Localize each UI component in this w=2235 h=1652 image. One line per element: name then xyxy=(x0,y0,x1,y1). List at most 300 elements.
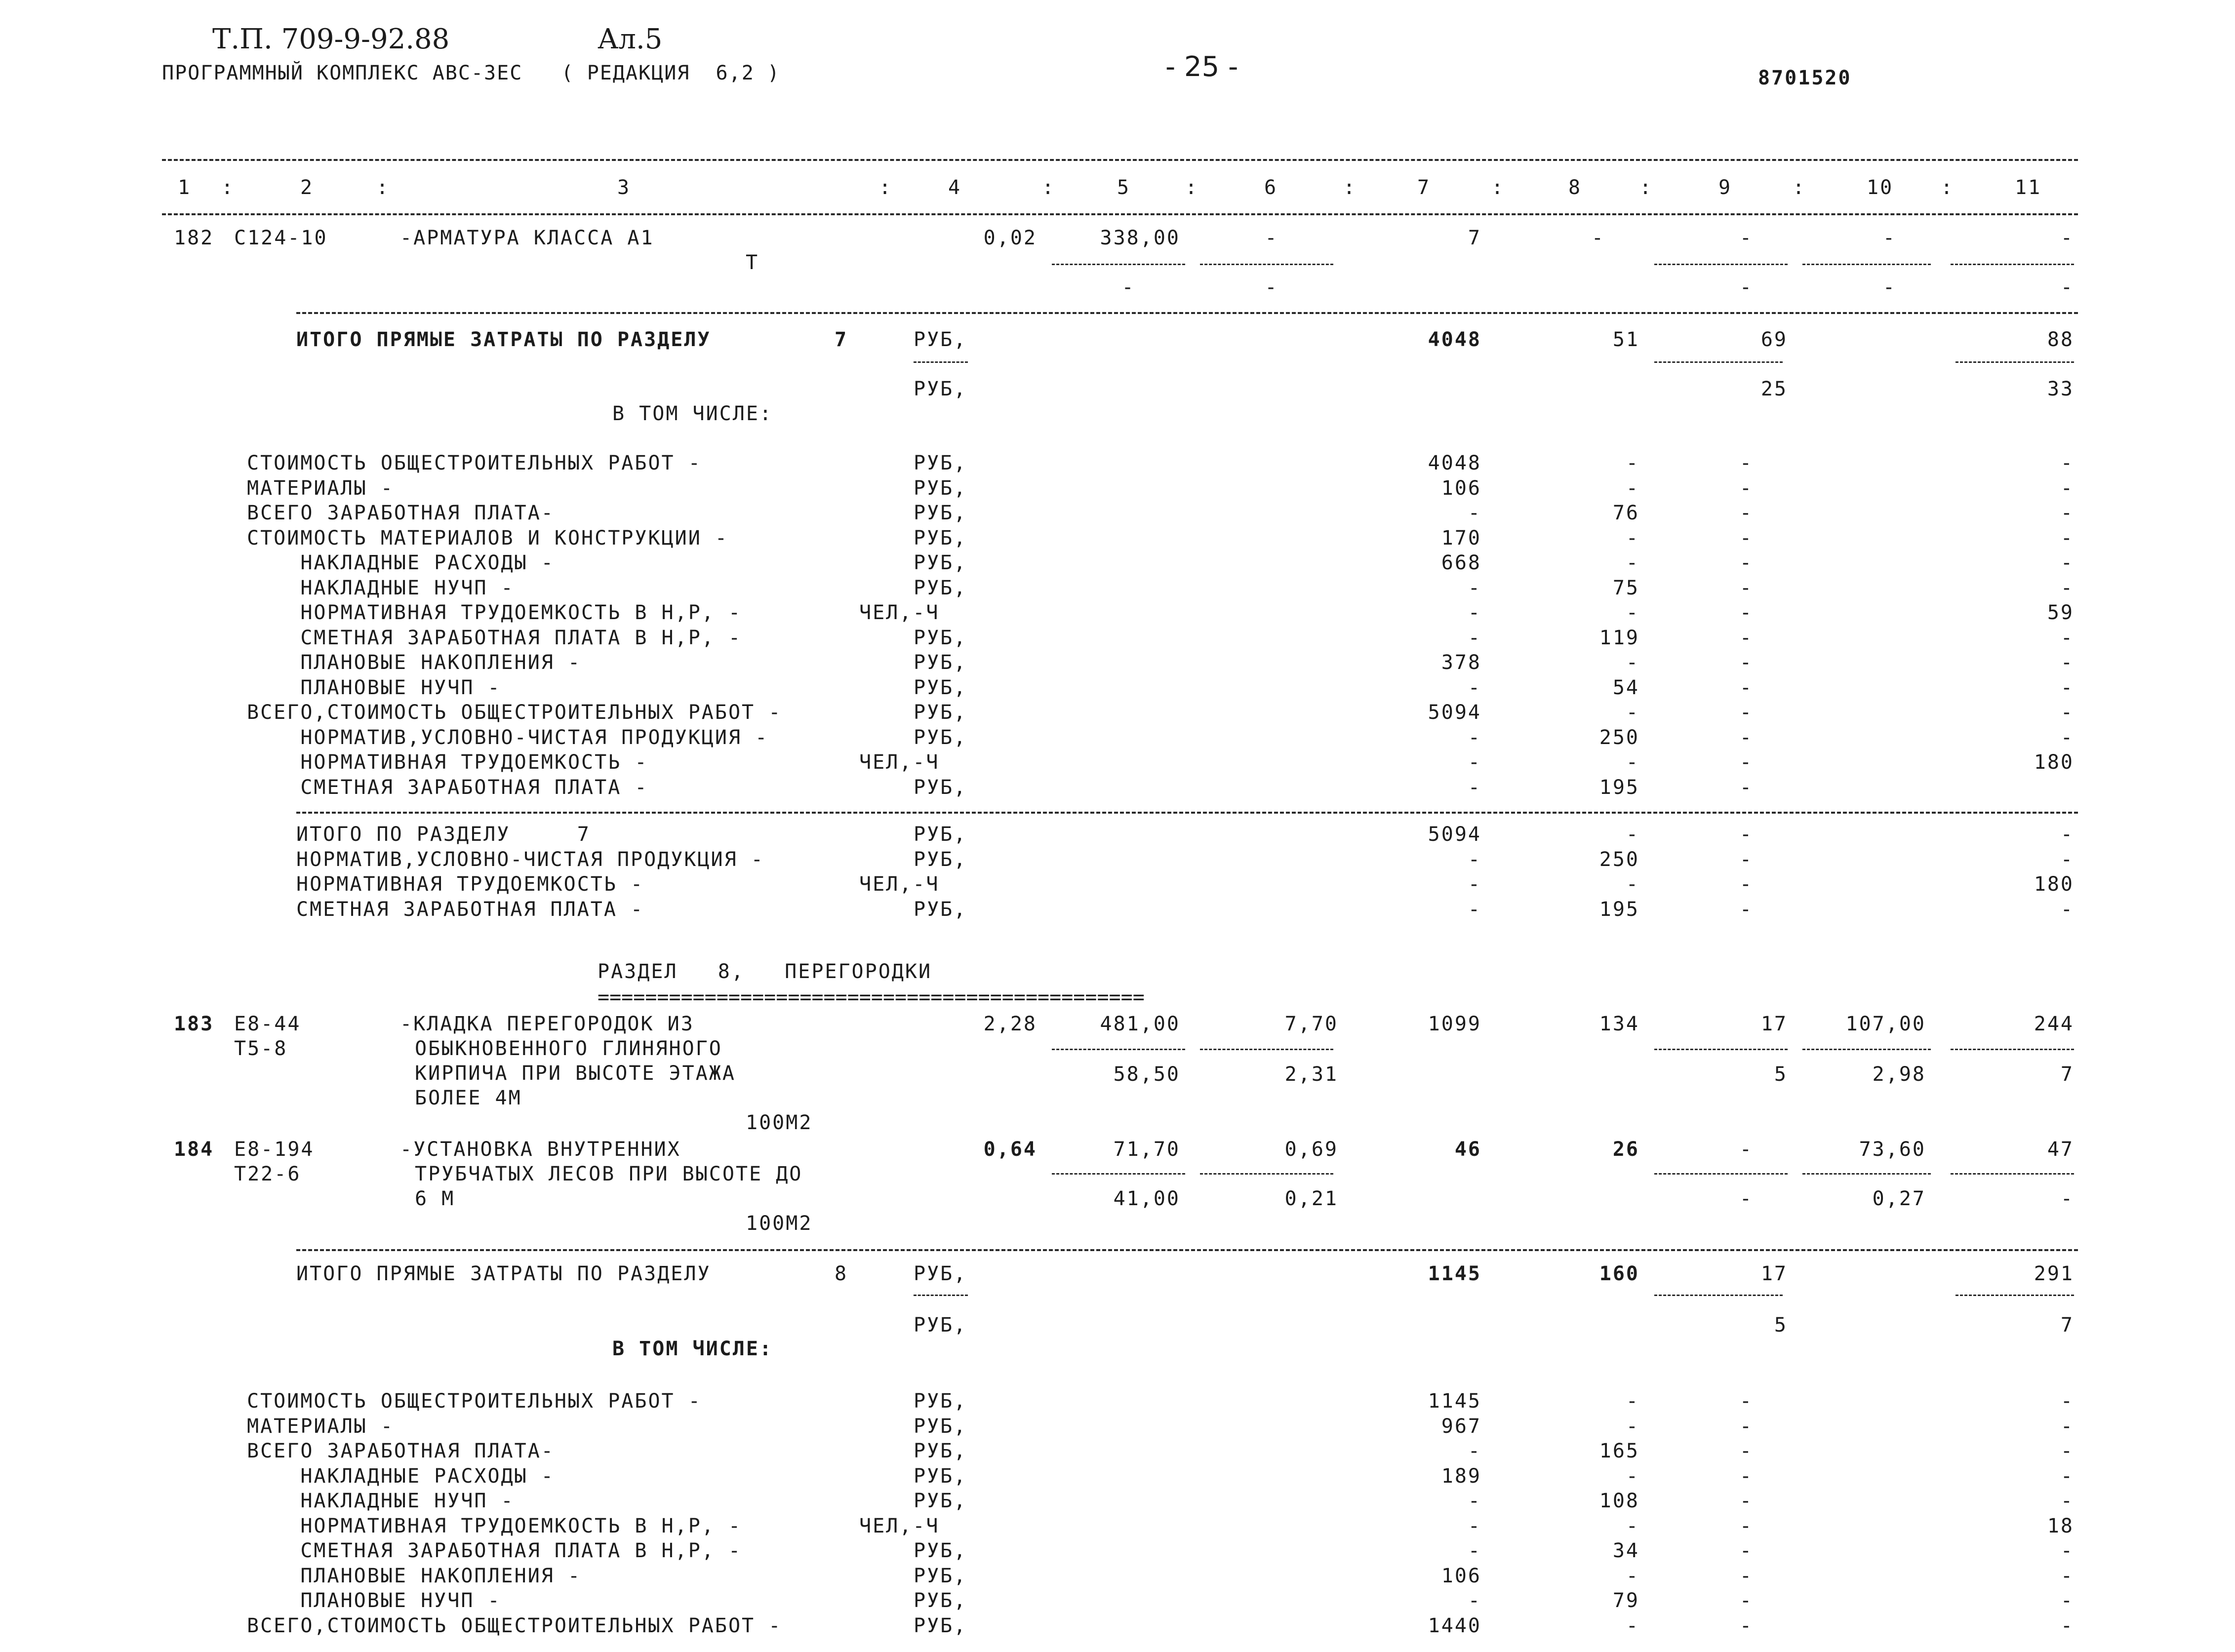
item-c9: - xyxy=(1739,1589,1753,1612)
item-c9: - xyxy=(1739,627,1753,649)
item-c11: - xyxy=(2060,1465,2074,1488)
item-unit: РУБ, xyxy=(914,823,967,846)
item-c8: - xyxy=(1626,873,1639,896)
item-c8: - xyxy=(1626,823,1639,846)
item-label: СМЕТНАЯ ЗАРАБОТНАЯ ПЛАТА - xyxy=(296,898,644,921)
total-section-number: 8 xyxy=(835,1262,848,1285)
item-c8: - xyxy=(1626,477,1639,500)
item-unit: ЧЕЛ,-Ч xyxy=(859,1515,940,1537)
column-separator: : xyxy=(1042,176,1056,199)
section8-title: РАЗДЕЛ 8, ПЕРЕГОРОДКИ xyxy=(598,960,932,983)
including-label: В ТОМ ЧИСЛЕ: xyxy=(612,1337,773,1360)
item-c8: - xyxy=(1626,452,1639,474)
column-separator: : xyxy=(376,176,390,199)
item-c8: - xyxy=(1626,1415,1639,1438)
item-unit: РУБ, xyxy=(914,502,967,524)
item-unit: РУБ, xyxy=(914,1539,967,1562)
item-c8: - xyxy=(1626,527,1639,550)
cell-rule xyxy=(1802,1049,1931,1050)
item-c9: - xyxy=(1739,1539,1753,1562)
total-col11-2: 33 xyxy=(2047,378,2074,400)
item-label: СМЕТНАЯ ЗАРАБОТНАЯ ПЛАТА - xyxy=(247,776,648,799)
item-c8: 79 xyxy=(1612,1589,1639,1612)
cell-col11: 244 xyxy=(2034,1013,2074,1035)
item-c9: - xyxy=(1739,577,1753,599)
item-c9: - xyxy=(1739,1565,1753,1587)
item-c7: 1440 xyxy=(1428,1614,1481,1637)
cell-col6-sub: - xyxy=(1265,276,1278,299)
item-unit: РУБ, xyxy=(914,848,967,871)
item-c11: 59 xyxy=(2047,601,2074,624)
column-separator: : xyxy=(1639,176,1653,199)
item-c8: - xyxy=(1626,751,1639,774)
total-col9-2: 5 xyxy=(1774,1314,1788,1337)
cell-rule xyxy=(1654,264,1788,265)
item-c8: 76 xyxy=(1612,502,1639,524)
item-c7: 170 xyxy=(1441,527,1481,550)
total-col7: 4048 xyxy=(1428,328,1481,351)
cell-rule xyxy=(1052,1173,1185,1175)
cell-col5: 481,00 xyxy=(1100,1013,1180,1035)
including-label: В ТОМ ЧИСЛЕ: xyxy=(612,402,773,425)
program-line: ПРОГРАММНЫЙ КОМПЛЕКС АВС-3ЕС ( РЕДАКЦИЯ 6,2 ) xyxy=(162,62,780,84)
item-c11: - xyxy=(2060,1614,2074,1637)
item-c11: - xyxy=(2060,898,2074,921)
item-label: СТОИМОСТЬ МАТЕРИАЛОВ И КОНСТРУКЦИИ - xyxy=(247,527,728,550)
item-c9: - xyxy=(1739,898,1753,921)
cell-col5-sub: 41,00 xyxy=(1113,1187,1180,1210)
item-c7: - xyxy=(1468,627,1481,649)
item-c11: - xyxy=(2060,701,2074,724)
column-header-3: 3 xyxy=(617,176,631,199)
item-label: ВСЕГО,СТОИМОСТЬ ОБЩЕСТРОИТЕЛЬНЫХ РАБОТ - xyxy=(247,701,782,724)
cell-col9-sub: - xyxy=(1739,276,1753,299)
cell-col6: 0,69 xyxy=(1284,1138,1338,1161)
cell-col10-sub: - xyxy=(1882,276,1896,299)
cell-col8: - xyxy=(1591,227,1605,249)
item-c11: - xyxy=(2060,477,2074,500)
item-unit: РУБ, xyxy=(914,551,967,574)
column-separator: : xyxy=(879,176,893,199)
cell-col5: 338,00 xyxy=(1100,227,1180,249)
item-c8: 165 xyxy=(1599,1440,1639,1462)
item-c9: - xyxy=(1739,726,1753,749)
column-separator: : xyxy=(1491,176,1505,199)
table-top-rule xyxy=(162,159,2078,161)
item-label: ВСЕГО ЗАРАБОТНАЯ ПЛАТА- xyxy=(247,502,555,524)
section8-title-underline: ============================================== xyxy=(598,986,1145,1009)
item-c9: - xyxy=(1739,1390,1753,1413)
total-col11: 88 xyxy=(2047,328,2074,351)
document-id: Т.П. 709-9-92.88 xyxy=(212,23,450,55)
item-c8: 250 xyxy=(1599,848,1639,871)
item-c8: - xyxy=(1626,1515,1639,1537)
cell-rule xyxy=(1200,1173,1333,1175)
item-c7: - xyxy=(1468,1440,1481,1462)
item-c7: 668 xyxy=(1441,551,1481,574)
total-col7: 1145 xyxy=(1428,1262,1481,1285)
item-c7: - xyxy=(1468,1490,1481,1512)
item-c7: - xyxy=(1468,676,1481,699)
column-header-6: 6 xyxy=(1264,176,1278,199)
total-col9-2: 25 xyxy=(1760,378,1788,400)
item-c7: 5094 xyxy=(1428,823,1481,846)
cell-rule xyxy=(1654,361,1783,363)
item-c11: - xyxy=(2060,651,2074,674)
cell-col4: 0,64 xyxy=(983,1138,1037,1161)
item-label: НОРМАТИВНАЯ ТРУДОЕМКОСТЬ В Н,Р, - xyxy=(247,601,742,624)
item-label: СМЕТНАЯ ЗАРАБОТНАЯ ПЛАТА В Н,Р, - xyxy=(247,1539,742,1562)
row-code-2: Т22-6 xyxy=(234,1163,301,1185)
item-unit: РУБ, xyxy=(914,898,967,921)
column-header-4: 4 xyxy=(948,176,962,199)
item-label: НАКЛАДНЫЕ РАСХОДЫ - xyxy=(247,1465,555,1488)
row-name-4: БОЛЕЕ 4М xyxy=(415,1087,522,1109)
item-unit: РУБ, xyxy=(914,701,967,724)
item-c7: - xyxy=(1468,873,1481,896)
cell-col11-sub: - xyxy=(2060,276,2074,299)
item-c7: - xyxy=(1468,577,1481,599)
item-label: МАТЕРИАЛЫ - xyxy=(247,477,394,500)
row-unit: Т xyxy=(746,251,759,274)
column-header-8: 8 xyxy=(1568,176,1582,199)
item-c11: - xyxy=(2060,1539,2074,1562)
item-label: ПЛАНОВЫЕ НУЧП - xyxy=(247,1589,501,1612)
item-c11: - xyxy=(2060,1390,2074,1413)
item-c8: 195 xyxy=(1599,898,1639,921)
row-unit: 100М2 xyxy=(746,1111,813,1134)
cell-col10: 107,00 xyxy=(1845,1013,1926,1035)
total-unit-2: РУБ, xyxy=(914,378,967,400)
item-c8: 75 xyxy=(1612,577,1639,599)
item-unit: РУБ, xyxy=(914,577,967,599)
cell-col6: - xyxy=(1265,227,1278,249)
item-c11: - xyxy=(2060,502,2074,524)
cell-col9: 17 xyxy=(1760,1013,1788,1035)
column-header-7: 7 xyxy=(1417,176,1431,199)
document-number: 8701520 xyxy=(1758,67,1852,89)
item-c7: - xyxy=(1468,502,1481,524)
total-label: ИТОГО ПРЯМЫЕ ЗАТРАТЫ ПО РАЗДЕЛУ xyxy=(296,328,711,351)
item-c9: - xyxy=(1739,1415,1753,1438)
item-c7: - xyxy=(1468,1539,1481,1562)
item-c8: - xyxy=(1626,601,1639,624)
item-c8: 34 xyxy=(1612,1539,1639,1562)
item-c7: 5094 xyxy=(1428,701,1481,724)
item-c9: - xyxy=(1739,1490,1753,1512)
item-label: НОРМАТИВНАЯ ТРУДОЕМКОСТЬ - xyxy=(296,873,644,896)
page-number: - 25 - xyxy=(1165,51,1238,83)
item-label: НОРМАТИВНАЯ ТРУДОЕМКОСТЬ - xyxy=(247,751,648,774)
item-c7: - xyxy=(1468,1589,1481,1612)
item-c11: - xyxy=(2060,823,2074,846)
item-c9: - xyxy=(1739,873,1753,896)
item-c7: - xyxy=(1468,601,1481,624)
item-c7: 967 xyxy=(1441,1415,1481,1438)
cell-rule xyxy=(1052,1049,1185,1050)
total-unit-2: РУБ, xyxy=(914,1314,967,1337)
total-col9: 17 xyxy=(1760,1262,1788,1285)
item-c11: - xyxy=(2060,577,2074,599)
item-c8: 250 xyxy=(1599,726,1639,749)
column-separator: : xyxy=(1941,176,1955,199)
column-separator: : xyxy=(221,176,235,199)
item-unit: РУБ, xyxy=(914,1614,967,1637)
item-c9: - xyxy=(1739,477,1753,500)
item-unit: РУБ, xyxy=(914,477,967,500)
item-label: СМЕТНАЯ ЗАРАБОТНАЯ ПЛАТА В Н,Р, - xyxy=(247,627,742,649)
item-c8: - xyxy=(1626,1614,1639,1637)
row-number: 182 xyxy=(174,227,214,249)
album-number: Ал.5 xyxy=(598,23,663,55)
row-code: Е8-44 xyxy=(234,1013,301,1035)
item-label: ПЛАНОВЫЕ НАКОПЛЕНИЯ - xyxy=(247,651,582,674)
row-code-2: Т5-8 xyxy=(234,1037,288,1060)
cell-col7: 1099 xyxy=(1428,1013,1481,1035)
cell-rule xyxy=(1654,1049,1788,1050)
cell-col5-sub: 58,50 xyxy=(1113,1063,1180,1086)
item-c9: - xyxy=(1739,527,1753,550)
item-label: ИТОГО ПО РАЗДЕЛУ 7 xyxy=(296,823,591,846)
cell-col7: 7 xyxy=(1468,227,1481,249)
column-separator: : xyxy=(1793,176,1806,199)
item-unit: ЧЕЛ,-Ч xyxy=(859,873,940,896)
cell-rule xyxy=(1654,1295,1783,1296)
item-unit: ЧЕЛ,-Ч xyxy=(859,751,940,774)
total-col9: 69 xyxy=(1760,328,1788,351)
item-label: МАТЕРИАЛЫ - xyxy=(247,1415,394,1438)
item-unit: РУБ, xyxy=(914,627,967,649)
row-name-2: ОБЫКНОВЕННОГО ГЛИНЯНОГО xyxy=(415,1037,722,1060)
item-c8: 108 xyxy=(1599,1490,1639,1512)
total-col8: 160 xyxy=(1599,1262,1639,1285)
item-label: НОРМАТИВ,УСЛОВНО-ЧИСТАЯ ПРОДУКЦИЯ - xyxy=(247,726,769,749)
item-unit: РУБ, xyxy=(914,1465,967,1488)
item-c9: - xyxy=(1739,676,1753,699)
column-header-10: 10 xyxy=(1867,176,1894,199)
cell-col8: 26 xyxy=(1612,1138,1639,1161)
item-c11: - xyxy=(2060,726,2074,749)
row-number: 183 xyxy=(174,1013,214,1035)
item-unit: РУБ, xyxy=(914,776,967,799)
item-c7: - xyxy=(1468,898,1481,921)
item-c11: 180 xyxy=(2034,873,2074,896)
item-c9: - xyxy=(1739,776,1753,799)
row-unit: 100М2 xyxy=(746,1212,813,1235)
column-header-2: 2 xyxy=(300,176,314,199)
total-col11: 291 xyxy=(2034,1262,2074,1285)
item-c7: 1145 xyxy=(1428,1390,1481,1413)
row-code: Е8-194 xyxy=(234,1138,315,1161)
item-c7: 4048 xyxy=(1428,452,1481,474)
item-c9: - xyxy=(1739,651,1753,674)
cell-col9: - xyxy=(1739,227,1753,249)
cell-rule xyxy=(1052,264,1185,265)
item-label: ВСЕГО,СТОИМОСТЬ ОБЩЕСТРОИТЕЛЬНЫХ РАБОТ - xyxy=(247,1614,782,1637)
item-c7: - xyxy=(1468,726,1481,749)
row-name-2: ТРУБЧАТЫХ ЛЕСОВ ПРИ ВЫСОТЕ ДО xyxy=(415,1163,803,1185)
column-header-11: 11 xyxy=(2015,176,2042,199)
item-c7: 106 xyxy=(1441,1565,1481,1587)
item-c11: - xyxy=(2060,627,2074,649)
item-c7: 106 xyxy=(1441,477,1481,500)
cell-col11-sub: - xyxy=(2060,1187,2074,1210)
item-c11: - xyxy=(2060,1589,2074,1612)
item-c11: - xyxy=(2060,452,2074,474)
item-label: ПЛАНОВЫЕ НАКОПЛЕНИЯ - xyxy=(247,1565,582,1587)
item-c9: - xyxy=(1739,601,1753,624)
item-c11: - xyxy=(2060,1565,2074,1587)
cell-col4: 0,02 xyxy=(983,227,1037,249)
cell-col10: - xyxy=(1882,227,1896,249)
item-label: НОРМАТИВНАЯ ТРУДОЕМКОСТЬ В Н,Р, - xyxy=(247,1515,742,1537)
column-header-5: 5 xyxy=(1117,176,1131,199)
item-c7: - xyxy=(1468,1515,1481,1537)
total-label: ИТОГО ПРЯМЫЕ ЗАТРАТЫ ПО РАЗДЕЛУ xyxy=(296,1262,711,1285)
cell-col5: 71,70 xyxy=(1113,1138,1180,1161)
item-unit: ЧЕЛ,-Ч xyxy=(859,601,940,624)
cell-col6: 7,70 xyxy=(1284,1013,1338,1035)
item-label: СТОИМОСТЬ ОБЩЕСТРОИТЕЛЬНЫХ РАБОТ - xyxy=(247,452,702,474)
cell-rule xyxy=(1200,1049,1333,1050)
item-c9: - xyxy=(1739,1440,1753,1462)
cell-col4: 2,28 xyxy=(983,1013,1037,1035)
item-unit: РУБ, xyxy=(914,651,967,674)
item-c7: - xyxy=(1468,751,1481,774)
total-col11-2: 7 xyxy=(2060,1314,2074,1337)
total-unit: РУБ, xyxy=(914,1262,967,1285)
row-name: -УСТАНОВКА ВНУТРЕННИХ xyxy=(400,1138,681,1161)
cell-col6-sub: 2,31 xyxy=(1284,1063,1338,1086)
item-c11: - xyxy=(2060,676,2074,699)
cell-rule xyxy=(1951,1173,2074,1175)
cell-rule xyxy=(914,361,968,363)
total-section-number: 7 xyxy=(835,328,848,351)
cell-col9-sub: - xyxy=(1739,1187,1753,1210)
row-number: 184 xyxy=(174,1138,214,1161)
column-separator: : xyxy=(1343,176,1357,199)
row-name: -КЛАДКА ПЕРЕГОРОДОК ИЗ xyxy=(400,1013,694,1035)
item-c11: - xyxy=(2060,848,2074,871)
cell-rule xyxy=(1951,264,2074,265)
cell-col5-sub: - xyxy=(1121,276,1135,299)
item-c11: 18 xyxy=(2047,1515,2074,1537)
column-header-1: 1 xyxy=(178,176,192,199)
row-name-3: КИРПИЧА ПРИ ВЫСОТЕ ЭТАЖА xyxy=(415,1062,736,1085)
cell-rule xyxy=(1956,361,2074,363)
item-label: НОРМАТИВ,УСЛОВНО-ЧИСТАЯ ПРОДУКЦИЯ - xyxy=(296,848,764,871)
item-unit: РУБ, xyxy=(914,1565,967,1587)
item-label: СТОИМОСТЬ ОБЩЕСТРОИТЕЛЬНЫХ РАБОТ - xyxy=(247,1390,702,1413)
column-header-9: 9 xyxy=(1718,176,1732,199)
item-c8: 54 xyxy=(1612,676,1639,699)
cell-col6-sub: 0,21 xyxy=(1284,1187,1338,1210)
item-c11: - xyxy=(2060,527,2074,550)
section7-total-rule xyxy=(296,312,2078,314)
item-unit: РУБ, xyxy=(914,527,967,550)
item-c7: - xyxy=(1468,848,1481,871)
item-c8: - xyxy=(1626,651,1639,674)
cell-rule xyxy=(1956,1295,2074,1296)
cell-rule xyxy=(1802,1173,1931,1175)
item-c11: 180 xyxy=(2034,751,2074,774)
cell-col10-sub: 0,27 xyxy=(1872,1187,1926,1210)
item-c11: - xyxy=(2060,1415,2074,1438)
cell-rule xyxy=(1200,264,1333,265)
row-code: С124-10 xyxy=(234,227,328,249)
item-label: НАКЛАДНЫЕ НУЧП - xyxy=(247,577,515,599)
item-c9: - xyxy=(1739,452,1753,474)
cell-col9: - xyxy=(1739,1138,1753,1161)
item-label: ВСЕГО ЗАРАБОТНАЯ ПЛАТА- xyxy=(247,1440,555,1462)
item-unit: РУБ, xyxy=(914,452,967,474)
cell-rule xyxy=(914,1295,968,1296)
item-c8: - xyxy=(1626,551,1639,574)
item-unit: РУБ, xyxy=(914,726,967,749)
section7-summary-rule xyxy=(296,812,2078,814)
item-c9: - xyxy=(1739,823,1753,846)
item-c8: 195 xyxy=(1599,776,1639,799)
cell-col11: - xyxy=(2060,227,2074,249)
total-unit: РУБ, xyxy=(914,328,967,351)
item-c7: 378 xyxy=(1441,651,1481,674)
item-c9: - xyxy=(1739,1465,1753,1488)
item-unit: РУБ, xyxy=(914,1440,967,1462)
row-name-3: 6 М xyxy=(415,1187,455,1210)
total-col8: 51 xyxy=(1612,328,1639,351)
item-c11: - xyxy=(2060,1440,2074,1462)
cell-col11: 47 xyxy=(2047,1138,2074,1161)
item-c7: - xyxy=(1468,776,1481,799)
item-c8: - xyxy=(1626,1565,1639,1587)
item-c9: - xyxy=(1739,1614,1753,1637)
item-c9: - xyxy=(1739,551,1753,574)
item-c8: 119 xyxy=(1599,627,1639,649)
item-unit: РУБ, xyxy=(914,1589,967,1612)
item-c11: - xyxy=(2060,1490,2074,1512)
cell-col7: 46 xyxy=(1454,1138,1481,1161)
item-label: НАКЛАДНЫЕ РАСХОДЫ - xyxy=(247,551,555,574)
cell-col10: 73,60 xyxy=(1859,1138,1926,1161)
cell-rule xyxy=(1654,1173,1788,1175)
row-name: -АРМАТУРА КЛАССА А1 xyxy=(400,227,654,249)
item-c9: - xyxy=(1739,502,1753,524)
cell-rule xyxy=(1951,1049,2074,1050)
item-unit: РУБ, xyxy=(914,1390,967,1413)
item-c9: - xyxy=(1739,751,1753,774)
item-unit: РУБ, xyxy=(914,1415,967,1438)
item-c8: - xyxy=(1626,1390,1639,1413)
item-c9: - xyxy=(1739,1515,1753,1537)
cell-col10-sub: 2,98 xyxy=(1872,1063,1926,1086)
cell-col11-sub: 7 xyxy=(2060,1063,2074,1086)
item-c8: - xyxy=(1626,701,1639,724)
section8-total-rule xyxy=(296,1249,2078,1251)
item-c11: - xyxy=(2060,551,2074,574)
column-separator: : xyxy=(1185,176,1199,199)
cell-col9-sub: 5 xyxy=(1774,1063,1788,1086)
item-c7: 189 xyxy=(1441,1465,1481,1488)
cell-col8: 134 xyxy=(1599,1013,1639,1035)
column-header-rule xyxy=(162,213,2078,215)
cell-rule xyxy=(1802,264,1931,265)
item-label: ПЛАНОВЫЕ НУЧП - xyxy=(247,676,501,699)
item-unit: РУБ, xyxy=(914,1490,967,1512)
item-label: НАКЛАДНЫЕ НУЧП - xyxy=(247,1490,515,1512)
item-c8: - xyxy=(1626,1465,1639,1488)
item-c9: - xyxy=(1739,848,1753,871)
item-unit: РУБ, xyxy=(914,676,967,699)
